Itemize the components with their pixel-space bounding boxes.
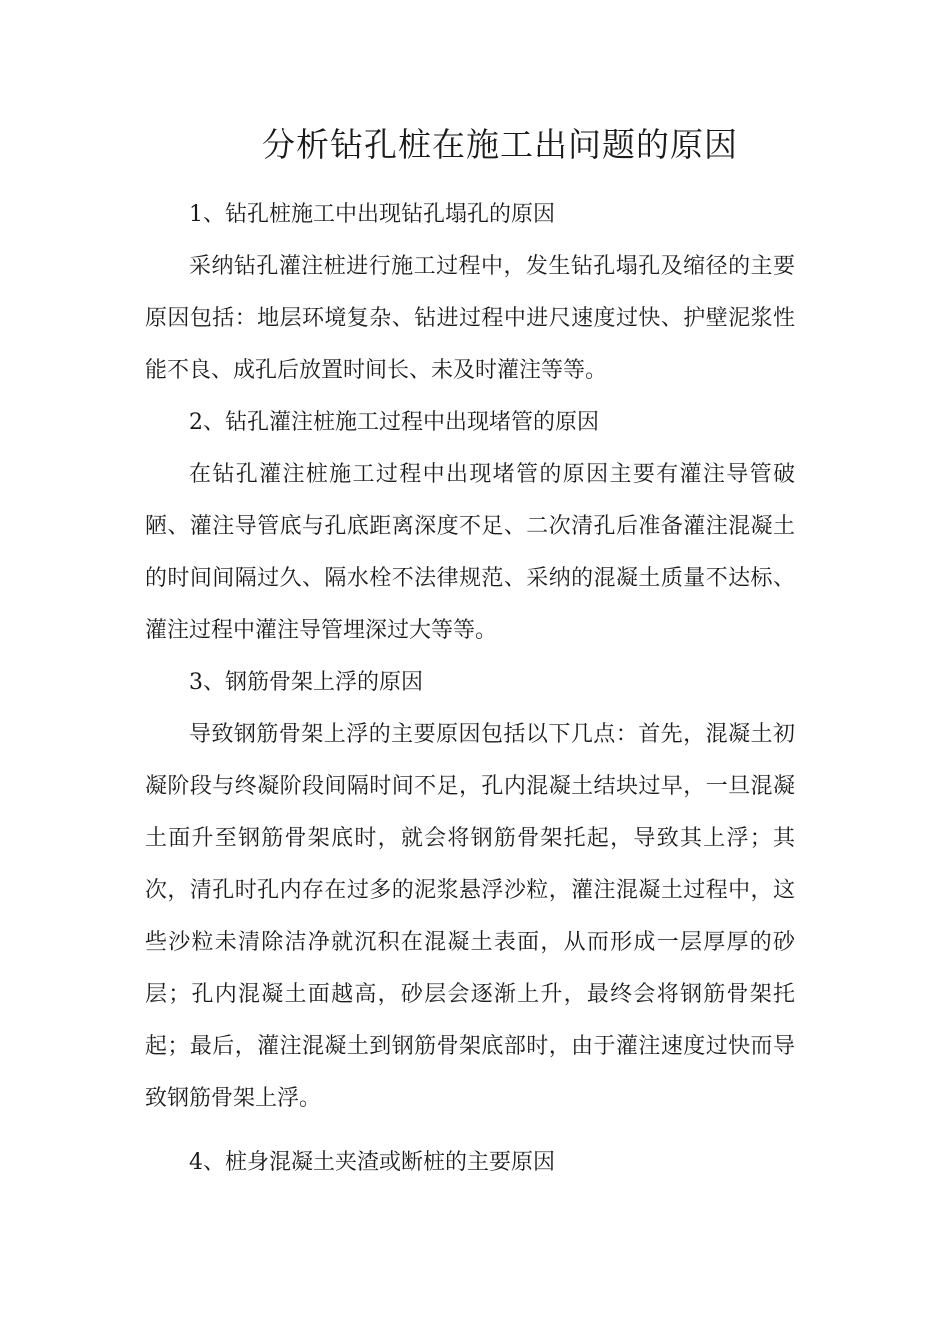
section-heading-4: 4、桩身混凝土夹渣或断桩的主要原因 (189, 1150, 555, 1175)
section-heading-1: 1、钻孔桩施工中出现钻孔塌孔的原因 (189, 202, 555, 227)
document-title: 分析钻孔桩在施工出问题的原因 (262, 125, 738, 164)
section-heading-3: 3、钢筋骨架上浮的原因 (189, 670, 423, 695)
section-paragraph-3: 导致钢筋骨架上浮的主要原因包括以下几点：首先，混凝土初凝阶段与终凝阶段间隔时间不足，孔内混凝土结块过早，一旦混凝土面升至钢筋骨架底时，就会将钢筋骨架托起，导致其上浮；其次，清孔时孔内存在过多的泥浆悬浮沙粒，灌注混凝土过程中，这些沙粒未清除洁净就沉积在混凝土表面，从而形成一层厚厚的砂层；孔内混凝土面越高，砂层会逐渐上升，最终会将钢筋骨架托起；最后，灌注混凝土到钢筋骨架底部时，由于灌注速度过快而导致钢筋骨架上浮。 (145, 722, 795, 1111)
section-paragraph-2: 在钻孔灌注桩施工过程中出现堵管的原因主要有灌注导管破陋、灌注导管底与孔底距离深度不足、二次清孔后准备灌注混凝土的时间间隔过久、隔水栓不法律规范、采纳的混凝土质量不达标、灌注过程中灌注导管埋深过大等等。 (145, 462, 795, 643)
section-paragraph-1: 采纳钻孔灌注桩进行施工过程中，发生钻孔塌孔及缩径的主要原因包括：地层环境复杂、钻进过程中进尺速度过快、护壁泥浆性能不良、成孔后放置时间长、未及时灌注等等。 (145, 254, 795, 383)
document-body (145, 189, 795, 1189)
section-heading-2: 2、钻孔灌注桩施工过程中出现堵管的原因 (189, 410, 599, 435)
